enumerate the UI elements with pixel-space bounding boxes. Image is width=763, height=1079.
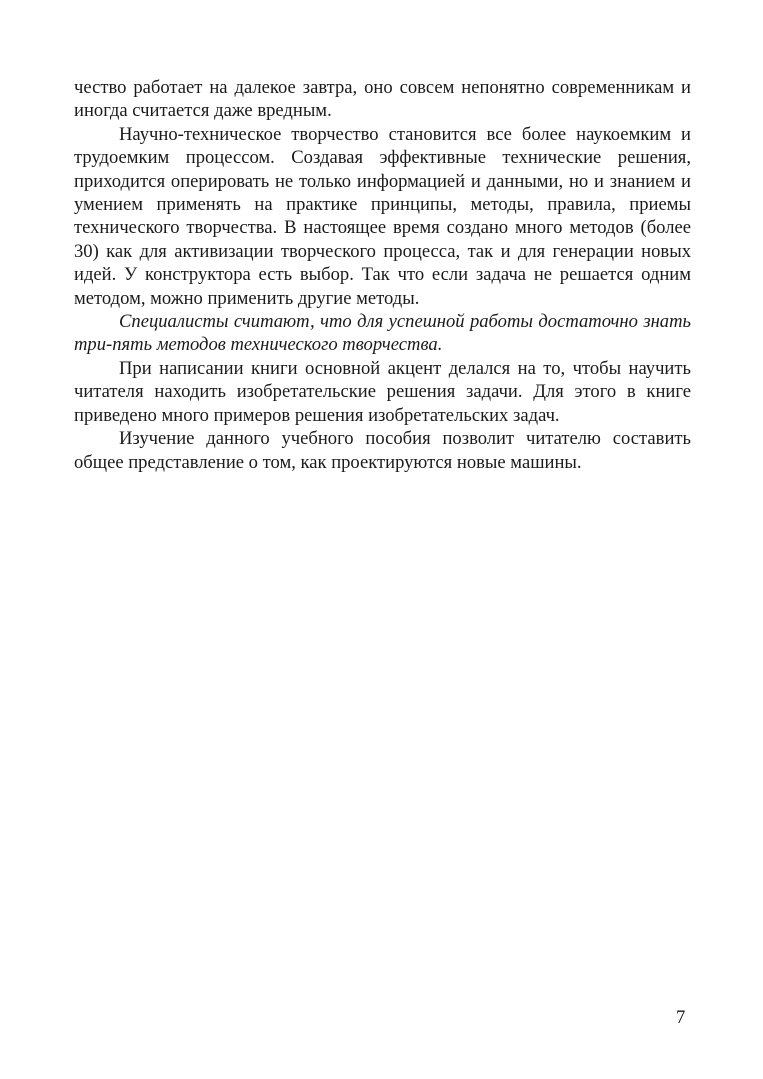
- paragraph-book-focus: При написании книги основной акцент делался на то, чтобы научить читателя находить изобретательские решения задачи. Для этого в книге приведено много примеров решения изобретательских задач.: [74, 357, 691, 426]
- paragraph-specialists-quote: Специалисты считают, что для успешной работы достаточно знать три-пять методов технического творчества.: [74, 311, 691, 356]
- page-number: 7: [676, 1007, 686, 1028]
- paragraph-continuation: чество работает на далекое завтра, оно совсем непонятно современникам и иногда считается даже вредным.: [74, 77, 691, 122]
- body-text: [74, 76, 691, 474]
- paragraph-study-outcome: Изучение данного учебного пособия позволит читателю составить общее представление о том, как проектируются новые машины.: [74, 428, 691, 473]
- paragraph-creativity-methods: Научно-техническое творчество становится все более наукоемким и трудоемким процессом. Создавая эффективные технические решения, приходится оперировать не только информацией и данными, но и знанием и умением применять на практике принципы, методы, правила, приемы технического творчества. В настоящее время создано много методов (более 30) как для активизации творческого процесса, так и для генерации новых идей. У конструктора есть выбор. Так что если задача не решается одним методом, можно применить другие методы.: [74, 123, 691, 309]
